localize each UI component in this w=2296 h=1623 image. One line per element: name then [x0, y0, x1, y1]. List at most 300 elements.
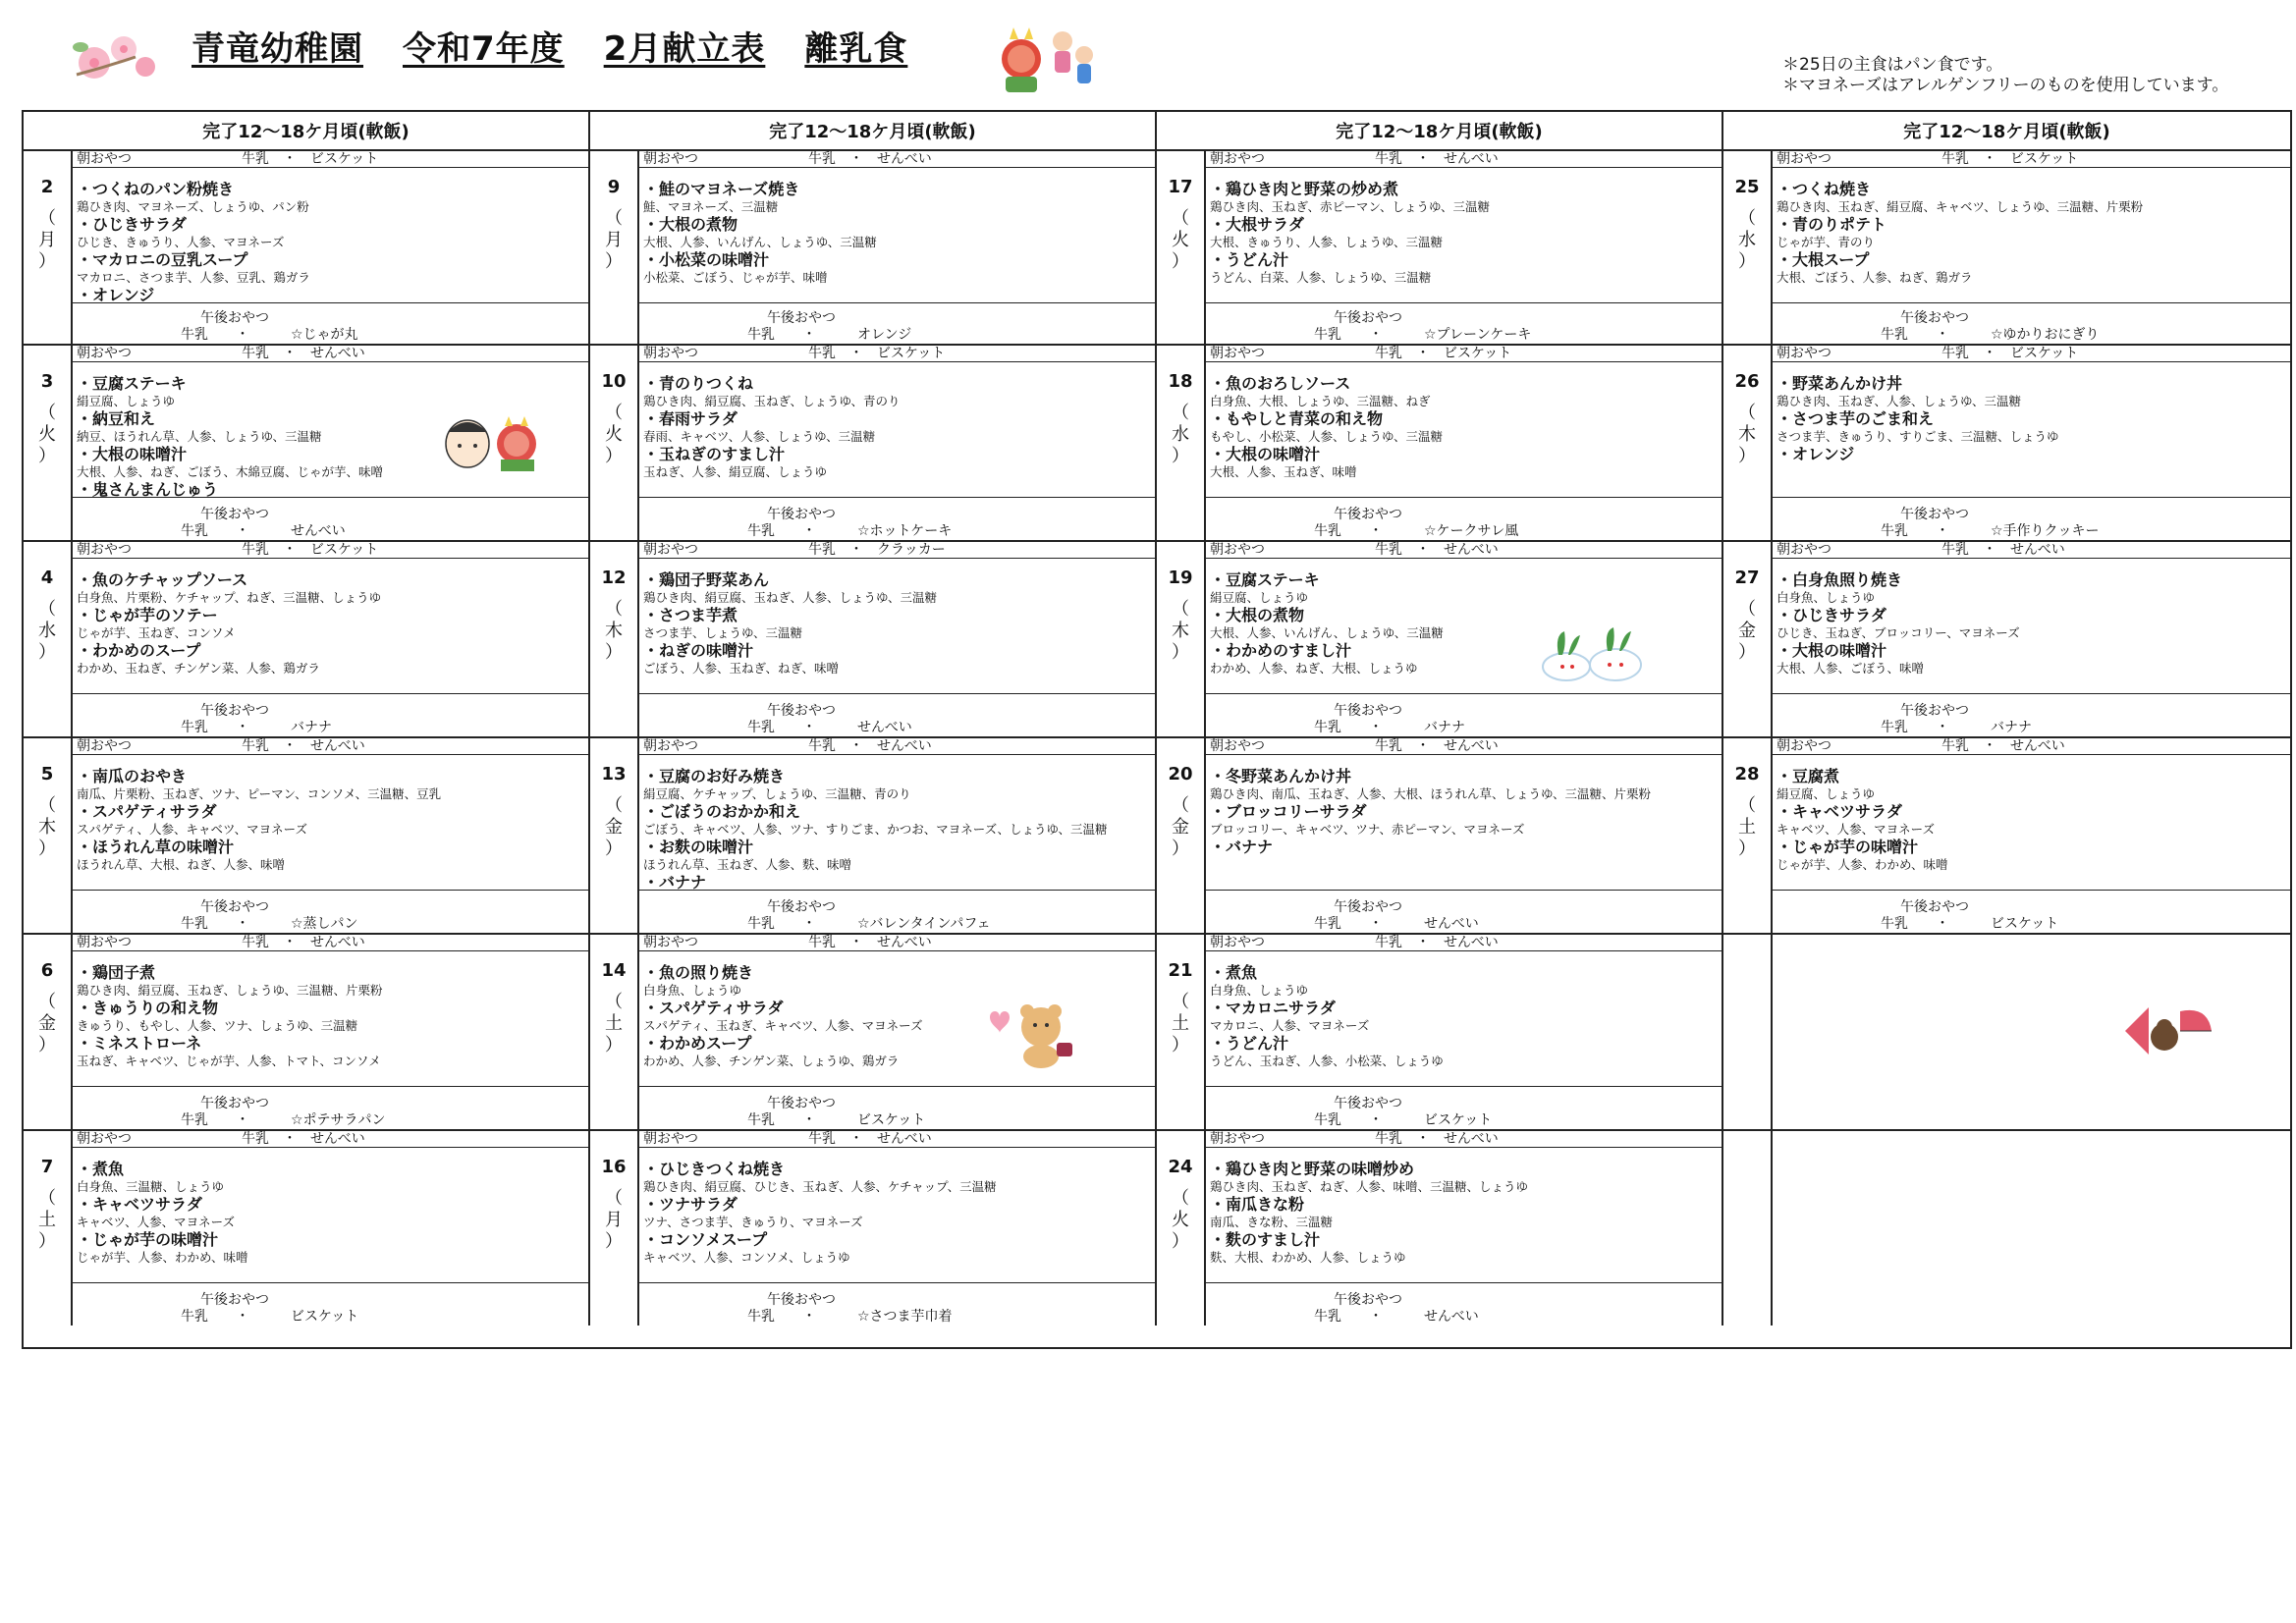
day-cell: [639, 151, 1157, 346]
menu-list: [639, 755, 1155, 891]
dish-name: ・うどん汁: [1210, 250, 1289, 269]
weekday: 土: [38, 1210, 56, 1230]
dish-name: ・大根スープ: [1777, 250, 1870, 269]
dish-name: ・豆腐のお好み焼き: [643, 767, 786, 785]
day-number: 16: [601, 1157, 627, 1177]
morning-snack-items: 牛乳 ・ せんべい: [1941, 738, 2065, 754]
morning-snack: [1206, 346, 1722, 362]
morning-snack: [1206, 1131, 1722, 1148]
paren-close: ）: [605, 251, 623, 272]
day-of-week: [24, 992, 71, 1056]
date-column: [1723, 346, 1773, 542]
date-column: [1157, 542, 1206, 738]
afternoon-snack-items: 牛乳 ・ ビスケット: [747, 1112, 926, 1128]
dish-name: ・魚のおろしソース: [1210, 374, 1351, 393]
paren-open: （: [1738, 599, 1756, 620]
paren-close: ）: [38, 251, 56, 272]
morning-snack-items: 牛乳 ・ せんべい: [808, 738, 932, 754]
dish-name: ・白身魚照り焼き: [1777, 570, 1903, 589]
day-cell: [73, 542, 590, 738]
dish-name: ・オレンジ: [1777, 445, 1855, 463]
day-cell: [1773, 738, 2290, 935]
dish-ingredients: マカロニ、人参、マヨネーズ: [1210, 1018, 1370, 1033]
date-column: [1723, 542, 1773, 738]
paren-open: （: [605, 403, 623, 423]
spacer: [132, 542, 242, 558]
day-cell: [639, 346, 1157, 542]
dish-name: ・鶏ひき肉と野菜の味噌炒め: [1210, 1160, 1415, 1178]
day-number: 19: [1168, 568, 1193, 588]
afternoon-snack-label: 午後おやつ: [767, 899, 836, 915]
morning-snack: [1773, 151, 2290, 168]
morning-snack: [639, 1131, 1155, 1148]
dish-ingredients: ほうれん草、玉ねぎ、人参、麩、味噌: [643, 857, 852, 872]
menu-title: 2月献立表: [603, 29, 766, 69]
dish-ingredients: 鶏ひき肉、絹豆腐、玉ねぎ、人参、しょうゆ、三温糖: [643, 590, 938, 605]
dish-name: ・マカロニの豆乳スープ: [77, 250, 248, 269]
dish-name: ・じゃが芋の味噌汁: [77, 1230, 219, 1249]
paren-close: ）: [38, 839, 56, 859]
morning-snack-items: 牛乳 ・ ビスケット: [1941, 151, 2079, 167]
afternoon-snack-label: 午後おやつ: [200, 1292, 269, 1308]
day-of-week: [590, 208, 637, 273]
dish-name: ・魚のケチャップソース: [77, 570, 248, 589]
dish-ingredients: 大根、人参、いんげん、しょうゆ、三温糖: [1210, 625, 1444, 640]
paren-close: ）: [1172, 1035, 1189, 1055]
dish-name: ・ひじきサラダ: [1777, 606, 1886, 624]
menu-table: [22, 110, 2292, 1349]
dish-name: ・ひじきつくね焼き: [643, 1160, 786, 1178]
page-title: [191, 22, 947, 70]
afternoon-snack: [1206, 1286, 1722, 1325]
afternoon-snack-label: 午後おやつ: [200, 507, 269, 522]
menu-list: [1773, 168, 2290, 303]
school-name: 青竜幼稚園: [191, 29, 363, 69]
spacer: [1265, 542, 1375, 558]
dish-name: ・スパゲティサラダ: [77, 802, 217, 821]
dish-name: ・マカロニサラダ: [1210, 999, 1336, 1017]
dish-ingredients: わかめ、人参、チンゲン菜、しょうゆ、鶏ガラ: [643, 1054, 900, 1068]
empty-cell: [1773, 935, 2290, 1131]
dish-name: ・煮魚: [77, 1160, 125, 1178]
afternoon-snack: [1773, 697, 2290, 736]
dish-name: ・ツナサラダ: [643, 1195, 738, 1214]
menu-list: [1773, 559, 2290, 694]
dish-name: ・きゅうりの和え物: [77, 999, 219, 1017]
column-header: 完了12～18ケ月頃(軟飯): [1723, 112, 2290, 151]
day-of-week: [1723, 403, 1771, 467]
spacer: [132, 151, 242, 167]
morning-snack: [73, 346, 588, 362]
morning-snack: [1773, 738, 2290, 755]
morning-snack: [1206, 935, 1722, 951]
paren-close: ）: [605, 1231, 623, 1252]
dish-ingredients: 麩、大根、わかめ、人参、しょうゆ: [1210, 1250, 1406, 1265]
paren-open: （: [1172, 992, 1189, 1012]
afternoon-snack: [639, 1286, 1155, 1325]
weekday: 月: [38, 230, 56, 250]
note-bread: ＊25日の主食はパン食です。: [1782, 55, 2003, 75]
day-cell: [1206, 738, 1723, 935]
afternoon-snack-label: 午後おやつ: [1334, 703, 1402, 719]
morning-snack-label: 朝おやつ: [1210, 935, 1265, 950]
afternoon-snack-items: 牛乳 ・ せんべい: [1314, 916, 1479, 932]
weekday: 水: [1172, 424, 1189, 445]
paren-close: ）: [1738, 642, 1756, 663]
dish-ingredients: 納豆、ほうれん草、人参、しょうゆ、三温糖: [77, 429, 322, 444]
day-number: 9: [607, 177, 621, 197]
date-column: [24, 346, 73, 542]
date-column: [590, 151, 639, 346]
dish-name: ・大根サラダ: [1210, 215, 1304, 234]
date-column: [24, 151, 73, 346]
morning-snack-items: 牛乳 ・ せんべい: [242, 1131, 365, 1147]
morning-snack-label: 朝おやつ: [1210, 542, 1265, 558]
paren-close: ）: [605, 446, 623, 466]
afternoon-snack-label: 午後おやつ: [1900, 310, 1969, 326]
morning-snack: [1206, 738, 1722, 755]
dish-ingredients: 春雨、キャベツ、人参、しょうゆ、三温糖: [643, 429, 876, 444]
morning-snack-label: 朝おやつ: [643, 935, 698, 950]
dish-ingredients: ほうれん草、大根、ねぎ、人参、味噌: [77, 857, 286, 872]
afternoon-snack: [1206, 1090, 1722, 1129]
dish-name: ・冬野菜あんかけ丼: [1210, 767, 1352, 785]
paren-open: （: [38, 208, 56, 229]
dish-ingredients: さつま芋、きゅうり、すりごま、三温糖、しょうゆ: [1777, 429, 2059, 444]
afternoon-snack-label: 午後おやつ: [767, 310, 836, 326]
date-column: [1723, 1131, 1773, 1325]
weekday: 木: [1738, 424, 1756, 445]
spacer: [1265, 935, 1375, 950]
dish-name: ・大根の味噌汁: [1210, 445, 1321, 463]
menu-type: 離乳食: [804, 29, 908, 69]
afternoon-snack-label: 午後おやつ: [1334, 1292, 1402, 1308]
dish-ingredients: スパゲティ、人参、キャベツ、マヨネーズ: [77, 822, 308, 837]
menu-list: [1206, 1148, 1722, 1283]
day-of-week: [590, 992, 637, 1056]
day-cell: [73, 935, 590, 1131]
afternoon-snack-items: 牛乳 ・ せんべい: [181, 523, 346, 539]
afternoon-snack-items: 牛乳 ・ ビスケット: [1881, 916, 2059, 932]
date-column: [590, 346, 639, 542]
date-column: [1723, 738, 1773, 935]
paren-open: （: [1738, 795, 1756, 816]
day-number: 5: [40, 764, 54, 784]
afternoon-snack: [73, 501, 588, 540]
day-cell: [1773, 151, 2290, 346]
morning-snack: [1773, 542, 2290, 559]
dish-ingredients: 絹豆腐、ケチャップ、しょうゆ、三温糖、青のり: [643, 786, 911, 801]
morning-snack-label: 朝おやつ: [1210, 346, 1265, 361]
dish-ingredients: 白身魚、しょうゆ: [643, 983, 742, 998]
spacer: [1265, 738, 1375, 754]
weekday: 金: [38, 1013, 56, 1034]
afternoon-snack-items: 牛乳 ・ せんべい: [747, 720, 912, 735]
dish-name: ・南瓜のおやき: [77, 767, 188, 785]
paren-open: （: [605, 208, 623, 229]
dish-ingredients: 大根、人参、ねぎ、ごぼう、木綿豆腐、じゃが芋、味噌: [77, 464, 384, 479]
date-column: [24, 542, 73, 738]
fiscal-year: 令和7年度: [403, 29, 565, 69]
morning-snack-label: 朝おやつ: [1777, 346, 1831, 361]
day-of-week: [24, 208, 71, 273]
afternoon-snack-label: 午後おやつ: [200, 310, 269, 326]
plum-blossom-icon: [67, 27, 165, 86]
morning-snack-label: 朝おやつ: [1777, 542, 1831, 558]
morning-snack-items: 牛乳 ・ せんべい: [1941, 542, 2065, 558]
afternoon-snack: [73, 304, 588, 344]
day-of-week: [1723, 795, 1771, 860]
morning-snack: [1206, 542, 1722, 559]
dish-ingredients: 大根、人参、玉ねぎ、味噌: [1210, 464, 1357, 479]
afternoon-snack-label: 午後おやつ: [767, 1292, 836, 1308]
spacer: [698, 1131, 808, 1147]
morning-snack: [73, 542, 588, 559]
spacer: [1831, 151, 1941, 167]
dish-name: ・麩のすまし汁: [1210, 1230, 1321, 1249]
date-column: [1157, 738, 1206, 935]
afternoon-snack-items: 牛乳 ・ ☆ポテサラパン: [181, 1112, 386, 1128]
dish-name: ・煮魚: [1210, 963, 1258, 982]
dish-name: ・わかめのすまし汁: [1210, 641, 1352, 660]
spacer: [1831, 738, 1941, 754]
dish-name: ・鶏ひき肉と野菜の炒め煮: [1210, 180, 1399, 198]
paren-close: ）: [38, 1035, 56, 1055]
dish-ingredients: じゃが芋、人参、わかめ、味噌: [1777, 857, 1948, 872]
menu-list: [1206, 559, 1722, 694]
menu-list: [73, 168, 588, 303]
dish-ingredients: ツナ、さつま芋、きゅうり、マヨネーズ: [643, 1215, 863, 1229]
dish-ingredients: ブロッコリー、キャベツ、ツナ、赤ピーマン、マヨネーズ: [1210, 822, 1525, 837]
paren-close: ）: [1738, 251, 1756, 272]
spacer: [698, 151, 808, 167]
dish-name: ・コンソメスープ: [643, 1230, 768, 1249]
dish-ingredients: 鶏ひき肉、南瓜、玉ねぎ、人参、大根、ほうれん草、しょうゆ、三温糖、片栗粉: [1210, 786, 1652, 801]
morning-snack-items: 牛乳 ・ ビスケット: [242, 542, 379, 558]
menu-list: [1206, 755, 1722, 891]
spacer: [132, 346, 242, 361]
afternoon-snack-label: 午後おやつ: [1334, 507, 1402, 522]
afternoon-snack-items: 牛乳 ・ ☆バレンタインパフェ: [747, 916, 991, 932]
date-column: [24, 1131, 73, 1325]
morning-snack-label: 朝おやつ: [643, 542, 698, 558]
morning-snack-label: 朝おやつ: [77, 738, 132, 754]
day-cell: [639, 935, 1157, 1131]
spacer: [1831, 346, 1941, 361]
afternoon-snack-items: 牛乳 ・ オレンジ: [747, 327, 912, 343]
dish-name: ・豆腐煮: [1777, 767, 1840, 785]
day-number: 13: [601, 764, 627, 784]
weekday: 火: [38, 424, 56, 445]
afternoon-snack: [73, 1286, 588, 1325]
note-mayonnaise: ＊マヨネーズはアレルゲンフリーのものを使用しています。: [1782, 76, 2229, 95]
weekday: 土: [1172, 1013, 1189, 1034]
dish-name: ・ねぎの味噌汁: [643, 641, 754, 660]
day-number: 4: [40, 568, 54, 588]
morning-snack: [73, 1131, 588, 1148]
day-of-week: [1157, 403, 1204, 467]
afternoon-snack-items: 牛乳 ・ ☆蒸しパン: [181, 916, 358, 932]
morning-snack-label: 朝おやつ: [77, 151, 132, 167]
date-column: [590, 542, 639, 738]
afternoon-snack-items: 牛乳 ・ ☆ゆかりおにぎり: [1881, 327, 2100, 343]
morning-snack-label: 朝おやつ: [77, 346, 132, 361]
day-number: 25: [1734, 177, 1760, 197]
paren-close: ）: [1738, 839, 1756, 859]
morning-snack-label: 朝おやつ: [1777, 738, 1831, 754]
paren-open: （: [38, 992, 56, 1012]
weekday: 木: [38, 817, 56, 838]
weekday: 月: [605, 1210, 623, 1230]
dish-ingredients: ごぼう、人参、玉ねぎ、ねぎ、味噌: [643, 661, 840, 676]
paren-open: （: [1172, 795, 1189, 816]
day-cell: [639, 542, 1157, 738]
menu-list: [73, 755, 588, 891]
paren-close: ）: [38, 642, 56, 663]
weekday: 水: [38, 621, 56, 641]
paren-close: ）: [1172, 446, 1189, 466]
menu-list: [639, 168, 1155, 303]
dish-ingredients: 鶏ひき肉、玉ねぎ、絹豆腐、キャベツ、しょうゆ、三温糖、片栗粉: [1777, 199, 2144, 214]
afternoon-snack-items: 牛乳 ・ バナナ: [1881, 720, 2032, 735]
morning-snack-items: 牛乳 ・ ビスケット: [1375, 346, 1512, 361]
dish-name: ・もやしと青菜の和え物: [1210, 409, 1384, 428]
paren-close: ）: [1172, 1231, 1189, 1252]
paren-close: ）: [38, 446, 56, 466]
menu-list: [73, 559, 588, 694]
menu-list: [73, 951, 588, 1087]
dish-ingredients: 南瓜、きな粉、三温糖: [1210, 1215, 1334, 1229]
dish-name: ・さつま芋のごま和え: [1777, 409, 1935, 428]
dish-ingredients: 鶏ひき肉、玉ねぎ、人参、しょうゆ、三温糖: [1777, 394, 2022, 408]
dish-ingredients: キャベツ、人参、マヨネーズ: [1777, 822, 1936, 837]
dish-name: ・鶏団子野菜あん: [643, 570, 770, 589]
morning-snack: [73, 935, 588, 951]
morning-snack-items: 牛乳 ・ ビスケット: [242, 151, 379, 167]
date-column: [1157, 1131, 1206, 1325]
spacer: [698, 542, 808, 558]
afternoon-snack-label: 午後おやつ: [1334, 310, 1402, 326]
day-cell: [1206, 935, 1723, 1131]
dish-name: ・鶏団子煮: [77, 963, 156, 982]
spacer: [1265, 346, 1375, 361]
paren-open: （: [1738, 403, 1756, 423]
morning-snack-label: 朝おやつ: [643, 1131, 698, 1147]
weekday: 木: [1172, 621, 1189, 641]
morning-snack-label: 朝おやつ: [1210, 1131, 1265, 1147]
morning-snack: [1206, 151, 1722, 168]
dish-ingredients: 絹豆腐、しょうゆ: [77, 394, 176, 408]
afternoon-snack-items: 牛乳 ・ ☆プレーンケーキ: [1314, 327, 1532, 343]
dish-ingredients: 玉ねぎ、人参、絹豆腐、しょうゆ: [643, 464, 828, 479]
paren-open: （: [38, 599, 56, 620]
dish-name: ・わかめスープ: [643, 1034, 752, 1053]
dish-name: ・ブロッコリーサラダ: [1210, 802, 1367, 821]
morning-snack-label: 朝おやつ: [77, 1131, 132, 1147]
dish-name: ・春雨サラダ: [643, 409, 738, 428]
dish-ingredients: わかめ、人参、ねぎ、大根、しょうゆ: [1210, 661, 1418, 676]
morning-snack-items: 牛乳 ・ クラッカー: [808, 542, 946, 558]
paren-open: （: [605, 599, 623, 620]
afternoon-snack-items: 牛乳 ・ ☆ケークサレ風: [1314, 523, 1519, 539]
day-number: 14: [601, 960, 627, 981]
spacer: [698, 738, 808, 754]
dish-ingredients: スパゲティ、玉ねぎ、キャベツ、人参、マヨネーズ: [643, 1018, 923, 1033]
dish-name: ・スパゲティサラダ: [643, 999, 784, 1017]
date-column: [590, 935, 639, 1131]
dish-ingredients: 白身魚、しょうゆ: [1210, 983, 1309, 998]
morning-snack-items: 牛乳 ・ せんべい: [1375, 151, 1499, 167]
dish-name: ・つくね焼き: [1777, 180, 1872, 198]
day-of-week: [24, 1188, 71, 1253]
dish-ingredients: 白身魚、片栗粉、ケチャップ、ねぎ、三温糖、しょうゆ: [77, 590, 382, 605]
dish-name: ・ごぼうのおかか和え: [643, 802, 801, 821]
dish-ingredients: もやし、小松菜、人参、しょうゆ、三温糖: [1210, 429, 1444, 444]
morning-snack-items: 牛乳 ・ せんべい: [808, 151, 932, 167]
day-of-week: [590, 1188, 637, 1253]
dish-name: ・野菜あんかけ丼: [1777, 374, 1903, 393]
morning-snack: [639, 542, 1155, 559]
morning-snack-items: 牛乳 ・ せんべい: [1375, 738, 1499, 754]
day-cell: [639, 738, 1157, 935]
morning-snack: [73, 151, 588, 168]
morning-snack: [639, 935, 1155, 951]
dish-ingredients: 鶏ひき肉、玉ねぎ、ねぎ、人参、味噌、三温糖、しょうゆ: [1210, 1179, 1529, 1194]
menu-list: [639, 951, 1155, 1087]
paren-close: ）: [1738, 446, 1756, 466]
afternoon-snack-items: 牛乳 ・ ☆さつま芋巾着: [747, 1309, 953, 1325]
dish-ingredients: 白身魚、三温糖、しょうゆ: [77, 1179, 225, 1194]
weekday: 火: [605, 424, 623, 445]
column-header: 完了12～18ケ月頃(軟飯): [1157, 112, 1723, 151]
afternoon-snack: [1773, 501, 2290, 540]
morning-snack: [639, 346, 1155, 362]
morning-snack-items: 牛乳 ・ せんべい: [242, 738, 365, 754]
oni-children-icon: [992, 20, 1100, 96]
day-number: 28: [1734, 764, 1760, 784]
date-column: [24, 935, 73, 1131]
afternoon-snack-items: 牛乳 ・ ☆手作りクッキー: [1881, 523, 2100, 539]
menu-list: [73, 362, 588, 498]
dish-name: ・青のりつくね: [643, 374, 754, 393]
dish-ingredients: 白身魚、しょうゆ: [1777, 590, 1876, 605]
dish-name: ・南瓜きな粉: [1210, 1195, 1305, 1214]
afternoon-snack: [73, 1090, 588, 1129]
afternoon-snack: [639, 304, 1155, 344]
day-number: 26: [1734, 371, 1760, 392]
paren-open: （: [1172, 1188, 1189, 1209]
dish-name: ・ほうれん草の味噌汁: [77, 838, 235, 856]
dish-ingredients: じゃが芋、人参、わかめ、味噌: [77, 1250, 248, 1265]
weekday: 月: [605, 230, 623, 250]
afternoon-snack-label: 午後おやつ: [200, 703, 269, 719]
day-of-week: [1157, 795, 1204, 860]
dish-name: ・大根の味噌汁: [77, 445, 188, 463]
dish-ingredients: 鶏ひき肉、玉ねぎ、赤ピーマン、しょうゆ、三温糖: [1210, 199, 1491, 214]
paren-open: （: [1172, 599, 1189, 620]
day-of-week: [1723, 208, 1771, 273]
paren-close: ）: [1172, 839, 1189, 859]
morning-snack-items: 牛乳 ・ せんべい: [1375, 1131, 1499, 1147]
morning-snack-items: 牛乳 ・ ビスケット: [1941, 346, 2079, 361]
day-cell: [1773, 542, 2290, 738]
day-of-week: [1723, 599, 1771, 664]
dish-ingredients: ごぼう、キャベツ、人参、ツナ、すりごま、かつお、マヨネーズ、しょうゆ、三温糖: [643, 822, 1108, 837]
morning-snack: [639, 738, 1155, 755]
paren-open: （: [1172, 208, 1189, 229]
paren-close: ）: [1172, 251, 1189, 272]
afternoon-snack-label: 午後おやつ: [767, 1096, 836, 1111]
